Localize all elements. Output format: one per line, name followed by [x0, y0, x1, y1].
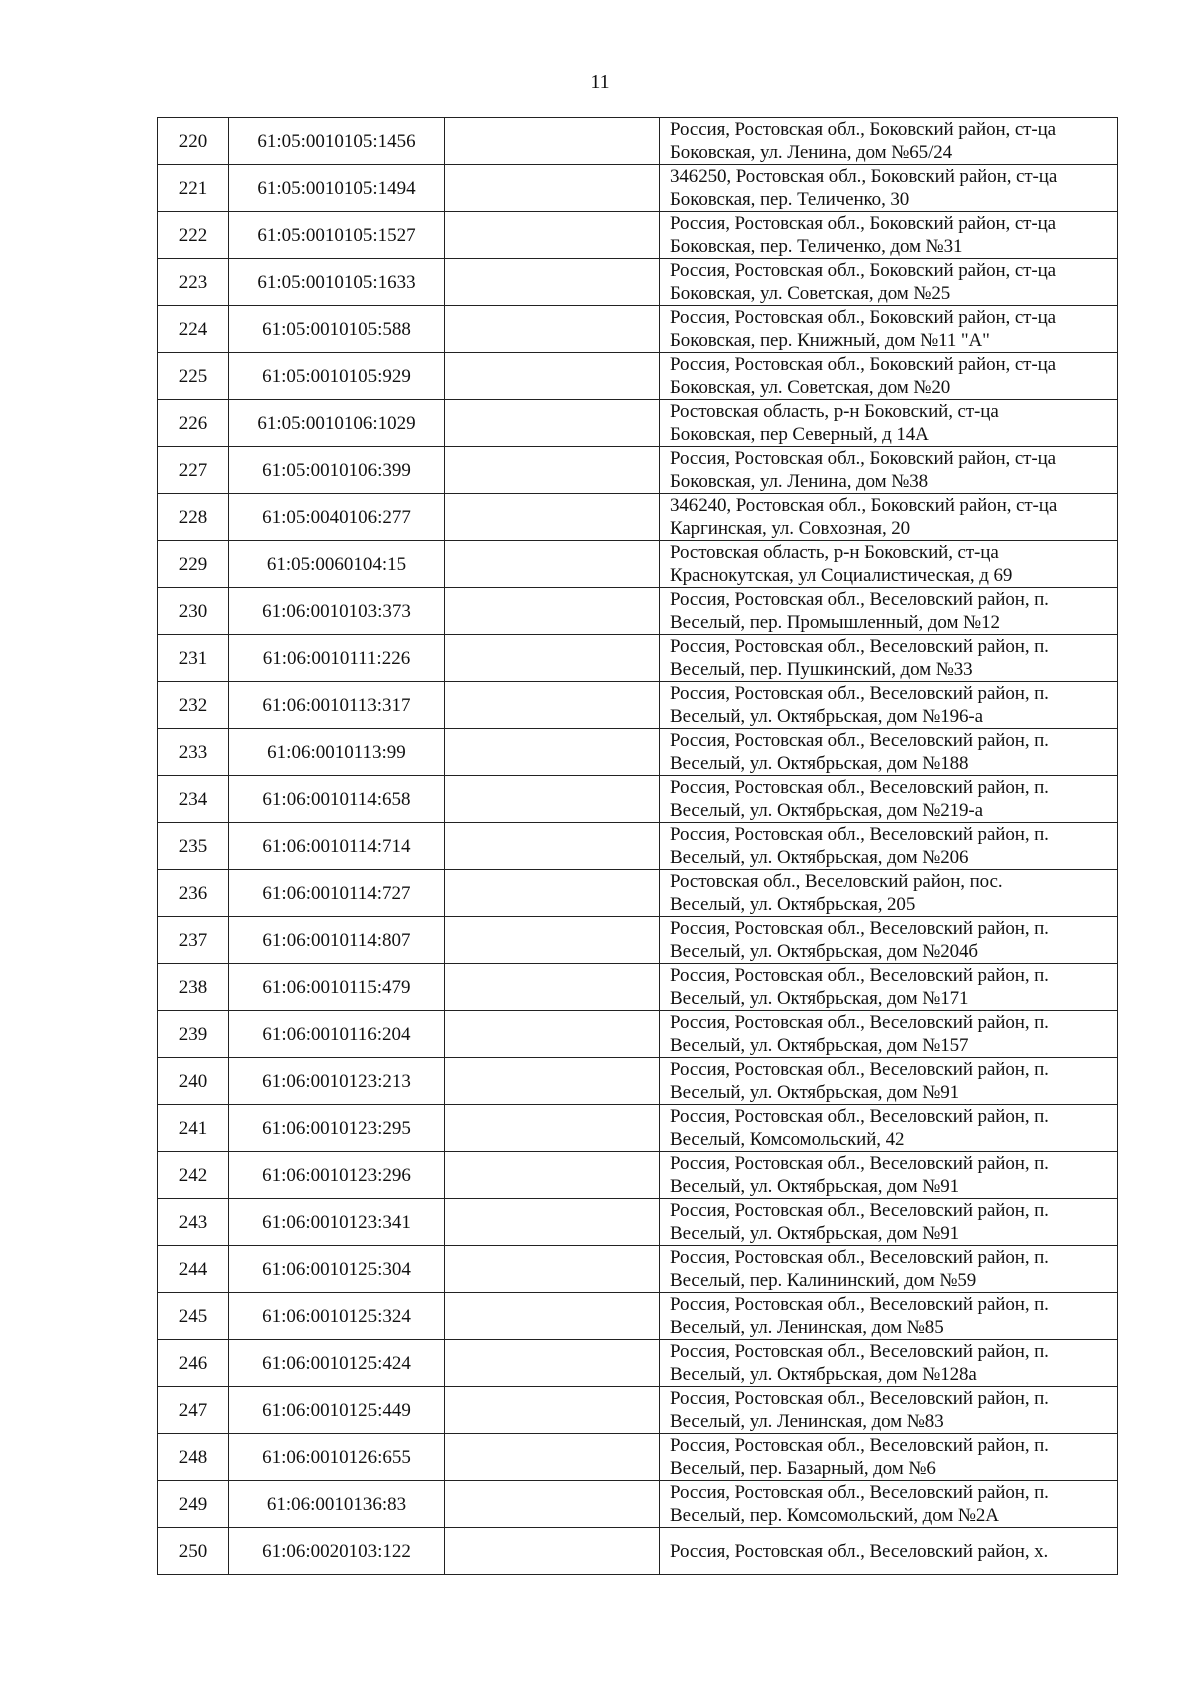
table-row	[158, 353, 1118, 400]
row-number-cell: 249	[158, 1481, 229, 1528]
empty-cell	[445, 1434, 660, 1481]
table-row	[158, 1058, 1118, 1105]
cadastral-number-cell: 61:05:0010106:1029	[229, 400, 445, 447]
row-number-cell: 243	[158, 1199, 229, 1246]
cadastral-number-cell: 61:06:0010113:317	[229, 682, 445, 729]
row-number-cell: 225	[158, 353, 229, 400]
address-cell: Россия, Ростовская обл., Боковский район, ст-ца Боковская, ул. Советская, дом №20	[660, 353, 1118, 400]
address-cell: Ростовская область, р-н Боковский, ст-ца Боковская, пер Северный, д 14А	[660, 400, 1118, 447]
row-number-cell: 231	[158, 635, 229, 682]
cadastral-number-cell: 61:06:0010103:373	[229, 588, 445, 635]
address-cell: Россия, Ростовская обл., Веселовский район, п. Веселый, ул. Октябрьская, дом №91	[660, 1152, 1118, 1199]
address-cell: Россия, Ростовская обл., Боковский район, ст-ца Боковская, ул. Советская, дом №25	[660, 259, 1118, 306]
row-number-cell: 224	[158, 306, 229, 353]
empty-cell	[445, 306, 660, 353]
table-body	[158, 118, 1118, 1575]
row-number-cell: 237	[158, 917, 229, 964]
table-row	[158, 1434, 1118, 1481]
cadastral-number-cell: 61:06:0010125:304	[229, 1246, 445, 1293]
address-cell: Россия, Ростовская обл., Боковский район, ст-ца Боковская, пер. Книжный, дом №11 "А"	[660, 306, 1118, 353]
empty-cell	[445, 494, 660, 541]
empty-cell	[445, 1246, 660, 1293]
empty-cell	[445, 1199, 660, 1246]
row-number-cell: 223	[158, 259, 229, 306]
empty-cell	[445, 541, 660, 588]
address-cell: Россия, Ростовская обл., Веселовский район, п. Веселый, ул. Октябрьская, дом №171	[660, 964, 1118, 1011]
cadastral-number-cell: 61:05:0010105:1527	[229, 212, 445, 259]
address-cell: Россия, Ростовская обл., Боковский район, ст-ца Боковская, пер. Теличенко, дом №31	[660, 212, 1118, 259]
empty-cell	[445, 212, 660, 259]
table-row	[158, 917, 1118, 964]
table-row	[158, 1105, 1118, 1152]
address-cell: Россия, Ростовская обл., Веселовский район, п. Веселый, пер. Промышленный, дом №12	[660, 588, 1118, 635]
empty-cell	[445, 165, 660, 212]
cadastral-number-cell: 61:06:0010116:204	[229, 1011, 445, 1058]
empty-cell	[445, 1152, 660, 1199]
empty-cell	[445, 588, 660, 635]
table-row	[158, 870, 1118, 917]
address-cell: Россия, Ростовская обл., Веселовский район, п. Веселый, ул. Октябрьская, дом №219-а	[660, 776, 1118, 823]
table-row	[158, 306, 1118, 353]
row-number-cell: 234	[158, 776, 229, 823]
row-number-cell: 240	[158, 1058, 229, 1105]
table-row	[158, 635, 1118, 682]
cadastral-number-cell: 61:06:0010123:296	[229, 1152, 445, 1199]
table-row	[158, 165, 1118, 212]
empty-cell	[445, 917, 660, 964]
table-row	[158, 541, 1118, 588]
address-cell: Россия, Ростовская обл., Боковский район, ст-ца Боковская, ул. Ленина, дом №38	[660, 447, 1118, 494]
table-row	[158, 212, 1118, 259]
table-row	[158, 1246, 1118, 1293]
row-number-cell: 228	[158, 494, 229, 541]
empty-cell	[445, 353, 660, 400]
address-cell: Россия, Ростовская обл., Веселовский район, п. Веселый, ул. Октябрьская, дом №204б	[660, 917, 1118, 964]
empty-cell	[445, 964, 660, 1011]
empty-cell	[445, 1011, 660, 1058]
table-row	[158, 1481, 1118, 1528]
cadastral-number-cell: 61:05:0060104:15	[229, 541, 445, 588]
row-number-cell: 248	[158, 1434, 229, 1481]
cadastral-number-cell: 61:06:0010115:479	[229, 964, 445, 1011]
table-row	[158, 1199, 1118, 1246]
row-number-cell: 235	[158, 823, 229, 870]
empty-cell	[445, 635, 660, 682]
empty-cell	[445, 259, 660, 306]
address-cell: Россия, Ростовская обл., Веселовский район, п. Веселый, ул. Октябрьская, дом №91	[660, 1199, 1118, 1246]
address-cell: Россия, Ростовская обл., Веселовский район, п. Веселый, пер. Базарный, дом №6	[660, 1434, 1118, 1481]
cadastral-number-cell: 61:06:0020103:122	[229, 1528, 445, 1575]
empty-cell	[445, 1528, 660, 1575]
row-number-cell: 232	[158, 682, 229, 729]
address-cell: Россия, Ростовская обл., Веселовский район, п. Веселый, ул. Октябрьская, дом №157	[660, 1011, 1118, 1058]
row-number-cell: 238	[158, 964, 229, 1011]
cadastral-number-cell: 61:06:0010111:226	[229, 635, 445, 682]
empty-cell	[445, 870, 660, 917]
table-row	[158, 1152, 1118, 1199]
cadastral-number-cell: 61:06:0010123:213	[229, 1058, 445, 1105]
cadastral-number-cell: 61:06:0010113:99	[229, 729, 445, 776]
address-cell: Россия, Ростовская обл., Веселовский район, п. Веселый, ул. Октябрьская, дом №206	[660, 823, 1118, 870]
page-number: 11	[590, 71, 610, 93]
address-cell: Ростовская обл., Веселовский район, пос. Веселый, ул. Октябрьская, 205	[660, 870, 1118, 917]
empty-cell	[445, 1340, 660, 1387]
table-row	[158, 118, 1118, 165]
address-cell: Россия, Ростовская обл., Веселовский район, п. Веселый, Комсомольский, 42	[660, 1105, 1118, 1152]
cadastral-number-cell: 61:05:0010106:399	[229, 447, 445, 494]
empty-cell	[445, 729, 660, 776]
table-row	[158, 494, 1118, 541]
address-cell: Россия, Ростовская обл., Веселовский район, х.	[660, 1528, 1118, 1575]
table-row	[158, 1340, 1118, 1387]
row-number-cell: 236	[158, 870, 229, 917]
address-cell: Россия, Ростовская обл., Веселовский район, п. Веселый, пер. Комсомольский, дом №2А	[660, 1481, 1118, 1528]
row-number-cell: 220	[158, 118, 229, 165]
row-number-cell: 250	[158, 1528, 229, 1575]
address-cell: Россия, Ростовская обл., Веселовский район, п. Веселый, ул. Октябрьская, дом №188	[660, 729, 1118, 776]
table-row	[158, 1387, 1118, 1434]
row-number-cell: 241	[158, 1105, 229, 1152]
cadastral-number-cell: 61:05:0010105:929	[229, 353, 445, 400]
row-number-cell: 230	[158, 588, 229, 635]
address-cell: Россия, Ростовская обл., Веселовский район, п. Веселый, пер. Пушкинский, дом №33	[660, 635, 1118, 682]
empty-cell	[445, 776, 660, 823]
cadastral-number-cell: 61:06:0010114:807	[229, 917, 445, 964]
table-row	[158, 1528, 1118, 1575]
table-row	[158, 588, 1118, 635]
empty-cell	[445, 400, 660, 447]
row-number-cell: 227	[158, 447, 229, 494]
cadastral-number-cell: 61:05:0010105:588	[229, 306, 445, 353]
empty-cell	[445, 1293, 660, 1340]
row-number-cell: 245	[158, 1293, 229, 1340]
address-cell: 346240, Ростовская обл., Боковский район, ст-ца Каргинская, ул. Совхозная, 20	[660, 494, 1118, 541]
address-cell: Россия, Ростовская обл., Боковский район, ст-ца Боковская, ул. Ленина, дом №65/24	[660, 118, 1118, 165]
table-row	[158, 823, 1118, 870]
table-row	[158, 400, 1118, 447]
address-cell: 346250, Ростовская обл., Боковский район, ст-ца Боковская, пер. Теличенко, 30	[660, 165, 1118, 212]
table-row	[158, 682, 1118, 729]
cadastral-number-cell: 61:05:0010105:1456	[229, 118, 445, 165]
address-cell: Россия, Ростовская обл., Веселовский район, п. Веселый, ул. Октябрьская, дом №91	[660, 1058, 1118, 1105]
cadastral-number-cell: 61:05:0040106:277	[229, 494, 445, 541]
cadastral-number-cell: 61:06:0010123:341	[229, 1199, 445, 1246]
address-cell: Россия, Ростовская обл., Веселовский район, п. Веселый, ул. Октябрьская, дом №196-а	[660, 682, 1118, 729]
cadastral-number-cell: 61:05:0010105:1494	[229, 165, 445, 212]
address-cell: Россия, Ростовская обл., Веселовский район, п. Веселый, пер. Калининский, дом №59	[660, 1246, 1118, 1293]
row-number-cell: 239	[158, 1011, 229, 1058]
empty-cell	[445, 1105, 660, 1152]
empty-cell	[445, 682, 660, 729]
cadastral-number-cell: 61:06:0010136:83	[229, 1481, 445, 1528]
empty-cell	[445, 1481, 660, 1528]
address-cell: Россия, Ростовская обл., Веселовский район, п. Веселый, ул. Ленинская, дом №85	[660, 1293, 1118, 1340]
cadastral-number-cell: 61:06:0010125:424	[229, 1340, 445, 1387]
address-cell: Ростовская область, р-н Боковский, ст-ца Краснокутская, ул Социалистическая, д 69	[660, 541, 1118, 588]
cadastral-number-cell: 61:06:0010114:727	[229, 870, 445, 917]
cadastral-number-cell: 61:05:0010105:1633	[229, 259, 445, 306]
row-number-cell: 222	[158, 212, 229, 259]
row-number-cell: 244	[158, 1246, 229, 1293]
row-number-cell: 221	[158, 165, 229, 212]
table-row	[158, 259, 1118, 306]
address-cell: Россия, Ростовская обл., Веселовский район, п. Веселый, ул. Октябрьская, дом №128а	[660, 1340, 1118, 1387]
table-row	[158, 964, 1118, 1011]
cadastral-number-cell: 61:06:0010125:449	[229, 1387, 445, 1434]
table-row	[158, 1011, 1118, 1058]
table-row	[158, 729, 1118, 776]
cadastral-number-cell: 61:06:0010114:714	[229, 823, 445, 870]
cadastral-number-cell: 61:06:0010114:658	[229, 776, 445, 823]
table-row	[158, 447, 1118, 494]
row-number-cell: 246	[158, 1340, 229, 1387]
empty-cell	[445, 1058, 660, 1105]
empty-cell	[445, 823, 660, 870]
cadastral-number-cell: 61:06:0010125:324	[229, 1293, 445, 1340]
address-cell: Россия, Ростовская обл., Веселовский район, п. Веселый, ул. Ленинская, дом №83	[660, 1387, 1118, 1434]
row-number-cell: 247	[158, 1387, 229, 1434]
cadastral-number-cell: 61:06:0010126:655	[229, 1434, 445, 1481]
table-row	[158, 1293, 1118, 1340]
row-number-cell: 226	[158, 400, 229, 447]
row-number-cell: 242	[158, 1152, 229, 1199]
empty-cell	[445, 118, 660, 165]
cadastral-number-cell: 61:06:0010123:295	[229, 1105, 445, 1152]
property-registry-table	[157, 117, 1118, 1575]
table-row	[158, 776, 1118, 823]
row-number-cell: 229	[158, 541, 229, 588]
empty-cell	[445, 447, 660, 494]
empty-cell	[445, 1387, 660, 1434]
row-number-cell: 233	[158, 729, 229, 776]
